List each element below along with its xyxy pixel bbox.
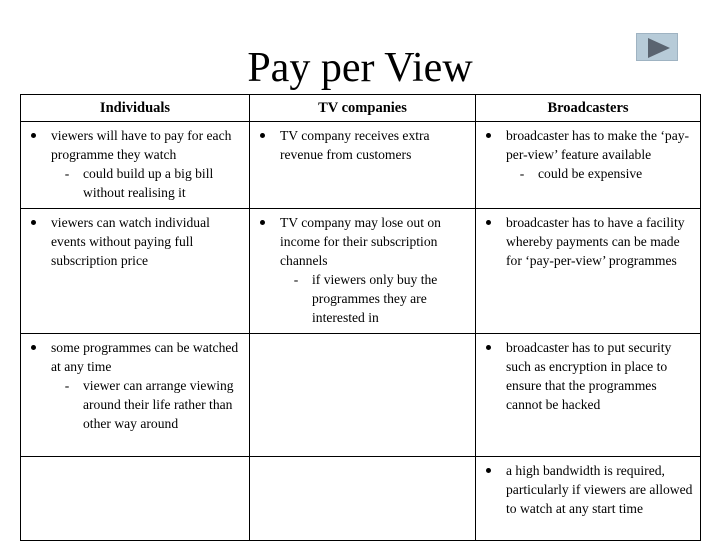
dash: -	[64, 378, 70, 393]
header-broadcasters: Broadcasters	[476, 95, 701, 122]
table-cell	[476, 334, 701, 457]
table-cell	[476, 457, 701, 541]
bullet-icon	[476, 126, 506, 183]
table-row	[21, 122, 701, 209]
sub-point	[280, 270, 471, 327]
dash: -	[519, 166, 525, 181]
point-text: viewers can watch individual events without paying full subscription price	[51, 215, 210, 268]
point-text: viewers will have to pay for each programme they watch	[51, 128, 232, 162]
play-button[interactable]	[636, 33, 678, 61]
point-text: broadcaster has to have a facility whereby payments can be made for ‘pay-per-view’ programmes	[506, 215, 685, 268]
point-text: broadcaster has to put security such as encryption in place to ensure that the programmes cannot be hacked	[506, 340, 672, 412]
table-cell-empty	[250, 457, 476, 541]
table-cell	[21, 334, 250, 457]
comparison-table	[20, 94, 701, 541]
point-text: TV company may lose out on income for their subscription channels	[280, 215, 441, 268]
header-tv-companies: TV companies	[250, 95, 476, 122]
list-item	[21, 213, 245, 270]
bullet-icon	[250, 126, 280, 164]
list-item	[250, 126, 471, 164]
table-cell	[21, 122, 250, 209]
table-row	[21, 457, 701, 541]
list-item	[21, 126, 245, 202]
point-text: some programmes can be watched at any time	[51, 340, 239, 374]
bullet-icon	[476, 338, 506, 414]
list-item	[476, 461, 696, 518]
sub-point	[51, 376, 245, 433]
bullet-icon	[250, 213, 280, 327]
sub-point	[506, 164, 696, 183]
table-cell	[21, 209, 250, 334]
sub-point-text: could build up a big bill without realising it	[83, 166, 214, 200]
list-item	[476, 126, 696, 183]
table-row	[21, 334, 701, 457]
table-cell	[250, 122, 476, 209]
sub-point-text: viewer can arrange viewing around their life rather than other way around	[83, 378, 234, 431]
sub-point-text: if viewers only buy the programmes they are interested in	[312, 272, 438, 325]
header-individuals: Individuals	[21, 95, 250, 122]
point-text: broadcaster has to make the ‘pay-per-view’ feature available	[506, 128, 690, 162]
dash: -	[64, 166, 70, 181]
list-item	[21, 338, 245, 433]
table-cell	[476, 122, 701, 209]
point-text: TV company receives extra revenue from customers	[280, 128, 430, 162]
play-triangle-icon	[648, 38, 670, 58]
sub-point-text: could be expensive	[538, 166, 643, 181]
page-title: Pay per View	[247, 45, 473, 91]
header-row	[21, 95, 701, 122]
bullet-icon	[21, 338, 51, 433]
table-cell	[250, 209, 476, 334]
bullet-icon	[21, 126, 51, 202]
table-cell-empty	[21, 457, 250, 541]
list-item	[476, 338, 696, 414]
list-item	[476, 213, 696, 270]
point-text: a high bandwidth is required, particularly if viewers are allowed to watch at any start time	[506, 463, 693, 516]
table-row	[21, 209, 701, 334]
bullet-icon	[476, 461, 506, 518]
table-cell	[476, 209, 701, 334]
list-item	[250, 213, 471, 327]
dash: -	[293, 272, 299, 287]
bullet-icon	[21, 213, 51, 270]
table-cell-empty	[250, 334, 476, 457]
bullet-icon	[476, 213, 506, 270]
sub-point	[51, 164, 245, 202]
